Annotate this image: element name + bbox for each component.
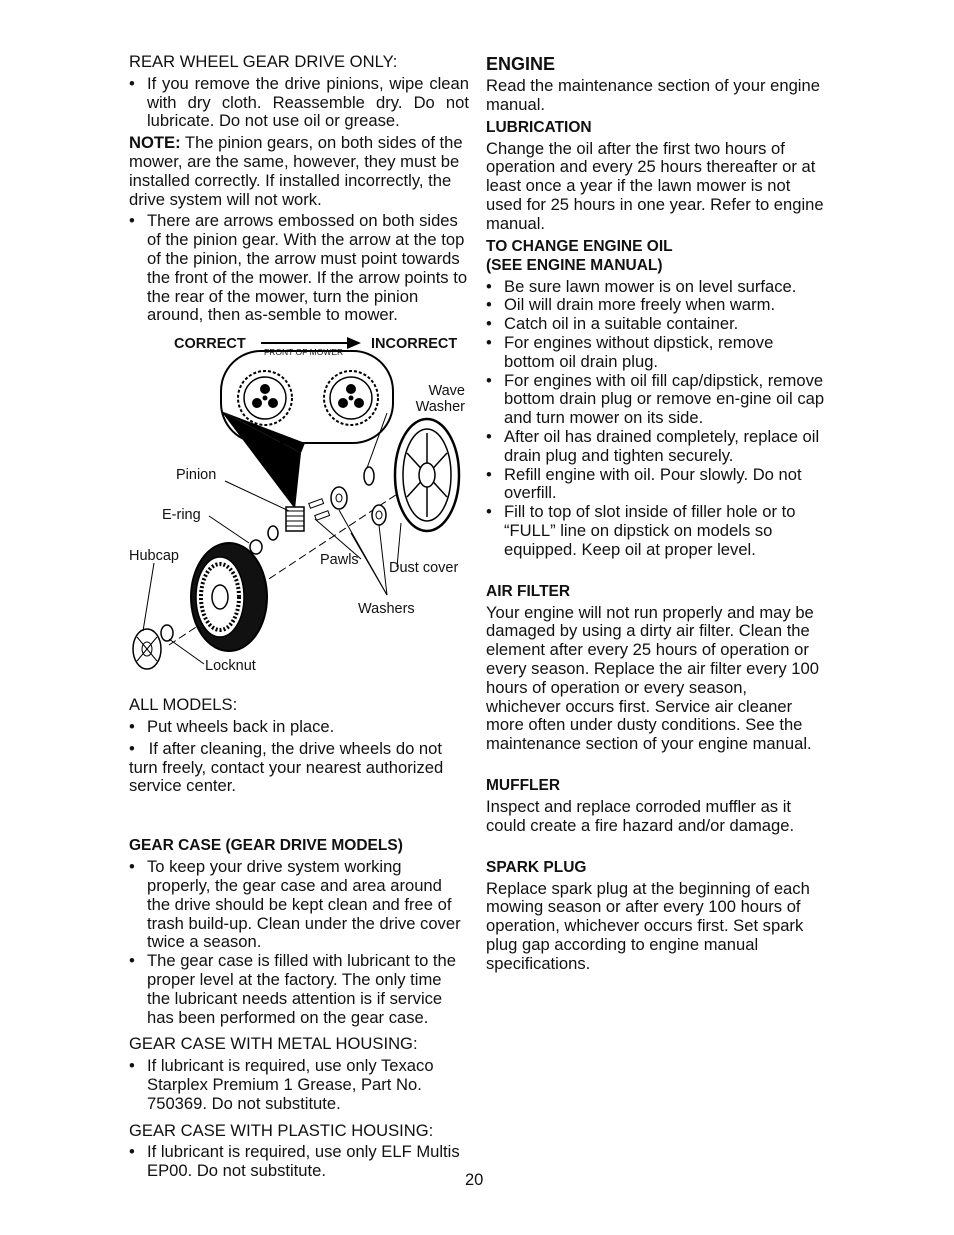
front-of-mower-label: FRONT OF MOWER — [264, 347, 344, 358]
list-item: • Put wheels back in place. — [129, 718, 469, 737]
all-models-heading: ALL MODELS: — [129, 695, 238, 715]
air-filter-heading: AIR FILTER — [486, 582, 571, 600]
plastic-housing-list — [129, 1143, 469, 1181]
engine-heading: ENGINE — [486, 54, 556, 74]
metal-housing-heading: GEAR CASE WITH METAL HOUSING: — [129, 1034, 418, 1054]
rear-wheel-heading: REAR WHEEL GEAR DRIVE ONLY: — [129, 52, 398, 71]
after-cleaning-text: If after cleaning, the drive wheels do not turn freely, contact your nearest authorized service center. — [129, 738, 444, 796]
note-label: NOTE: — [129, 133, 181, 153]
metal-housing-list — [129, 1057, 469, 1113]
lubrication-text: Change the oil after the first two hours of operation and every 25 hours thereafter or at least once a year if the lawn mower is not used for 25 hours in one year. Refer to engine manual. — [486, 138, 824, 233]
gear-case-list — [129, 858, 469, 1027]
wheel-assembly-diagram — [129, 333, 469, 693]
washers-label: Washers — [358, 601, 415, 618]
list-item: • If lubricant is required, use only ELF Multis EP00. Do not substitute. — [129, 1143, 469, 1181]
bullet-glyph: • — [129, 738, 149, 758]
list-item: • There are arrows embossed on both sides of the pinion gear. With the arrow at the top of the pinion, the arrow must point towards the front of the mower. If the arrow points to the rear of the mower, turn the pinion around, then as-semble to mower. — [129, 212, 469, 325]
pinion-label: Pinion — [176, 467, 217, 484]
engine-text: Read the maintenance section of your engine manual. — [486, 76, 820, 114]
correct-label: CORRECT — [174, 336, 246, 353]
list-item: • Be sure lawn mower is on level surface. — [486, 278, 826, 297]
change-oil-subheading: (SEE ENGINE MANUAL) — [486, 256, 663, 274]
list-item: • Oil will drain more freely when warm. — [486, 296, 826, 315]
change-oil-list — [486, 278, 826, 560]
rear-wheel-list — [129, 75, 469, 131]
all-models-list — [129, 718, 469, 737]
list-item: • For engines with oil fill cap/dipstick, remove bottom drain plug or remove en-gine oil cap and turn mower on its side. — [486, 372, 826, 428]
plastic-housing-heading: GEAR CASE WITH PLASTIC HOUSING: — [129, 1120, 434, 1140]
dust-cover-label: Dust cover — [389, 560, 459, 577]
note-paragraph — [129, 134, 469, 209]
e-ring-label: E-ring — [162, 507, 201, 524]
change-oil-heading: TO CHANGE ENGINE OIL — [486, 237, 673, 255]
hubcap-label: Hubcap — [129, 548, 179, 565]
muffler-text: Inspect and replace corroded muffler as it could create a fire hazard and/or damage. — [486, 796, 795, 835]
gear-case-heading: GEAR CASE (GEAR DRIVE MODELS) — [129, 837, 403, 855]
list-item: • Refill engine with oil. Pour slowly. Do not overfill. — [486, 466, 826, 504]
after-cleaning-paragraph — [129, 740, 469, 796]
wave-washer-label: Wave Washer — [415, 383, 465, 416]
lubrication-heading: LUBRICATION — [486, 118, 592, 136]
locknut-label: Locknut — [205, 658, 256, 675]
page-number: 20 — [465, 1171, 484, 1189]
spark-plug-heading: SPARK PLUG — [486, 858, 587, 876]
spark-plug-text: Replace spark plug at the beginning of each mowing season or after every 100 hours of operation, whichever occurs first. Set spark plug gap according to engine manual specifications. — [486, 878, 810, 973]
right-column — [486, 53, 826, 973]
incorrect-label: INCORRECT — [371, 336, 458, 353]
list-item: • After oil has drained completely, replace oil drain plug and tighten securely. — [486, 428, 826, 466]
list-item: • For engines without dipstick, remove bottom oil drain plug. — [486, 334, 826, 372]
pawls-label: Pawls — [320, 552, 359, 569]
air-filter-text: Your engine will not run properly and may be damaged by using a dirty air filter. Clean the element after every 25 hours of operation or every season. Replace the air filter every 100 hours of operation or every season, whichever occurs first. Service air cleaner more often under dusty conditions. See the maintenance section of your engine manual. — [486, 602, 819, 754]
list-item: • To keep your drive system working properly, the gear case and area around the drive should be kept clean and free of trash build-up. Clean under the drive cover twice a season. — [129, 858, 469, 952]
note-text: The pinion gears, on both sides of the mower, are the same, however, they must be installed correctly. If installed incorrectly, the drive system will not work. — [129, 133, 463, 209]
list-item: • If lubricant is required, use only Texaco Starplex Premium 1 Grease, Part No. 750369. Do not substitute. — [129, 1057, 469, 1113]
left-column — [129, 53, 469, 1181]
muffler-heading: MUFFLER — [486, 776, 561, 794]
list-item: • Catch oil in a suitable container. — [486, 315, 826, 334]
list-item: • The gear case is filled with lubricant to the proper level at the factory. The only time the lubricant needs attention is if service has been performed on the gear case. — [129, 952, 469, 1027]
list-item: • Fill to top of slot inside of filler hole or to “FULL” line on dipstick on models so equipped. Keep oil at proper level. — [486, 503, 826, 559]
list-item: • If you remove the drive pinions, wipe clean with dry cloth. Reassemble dry. Do not lubricate. Do not use oil or grease. — [129, 75, 469, 131]
arrows-list — [129, 212, 469, 325]
